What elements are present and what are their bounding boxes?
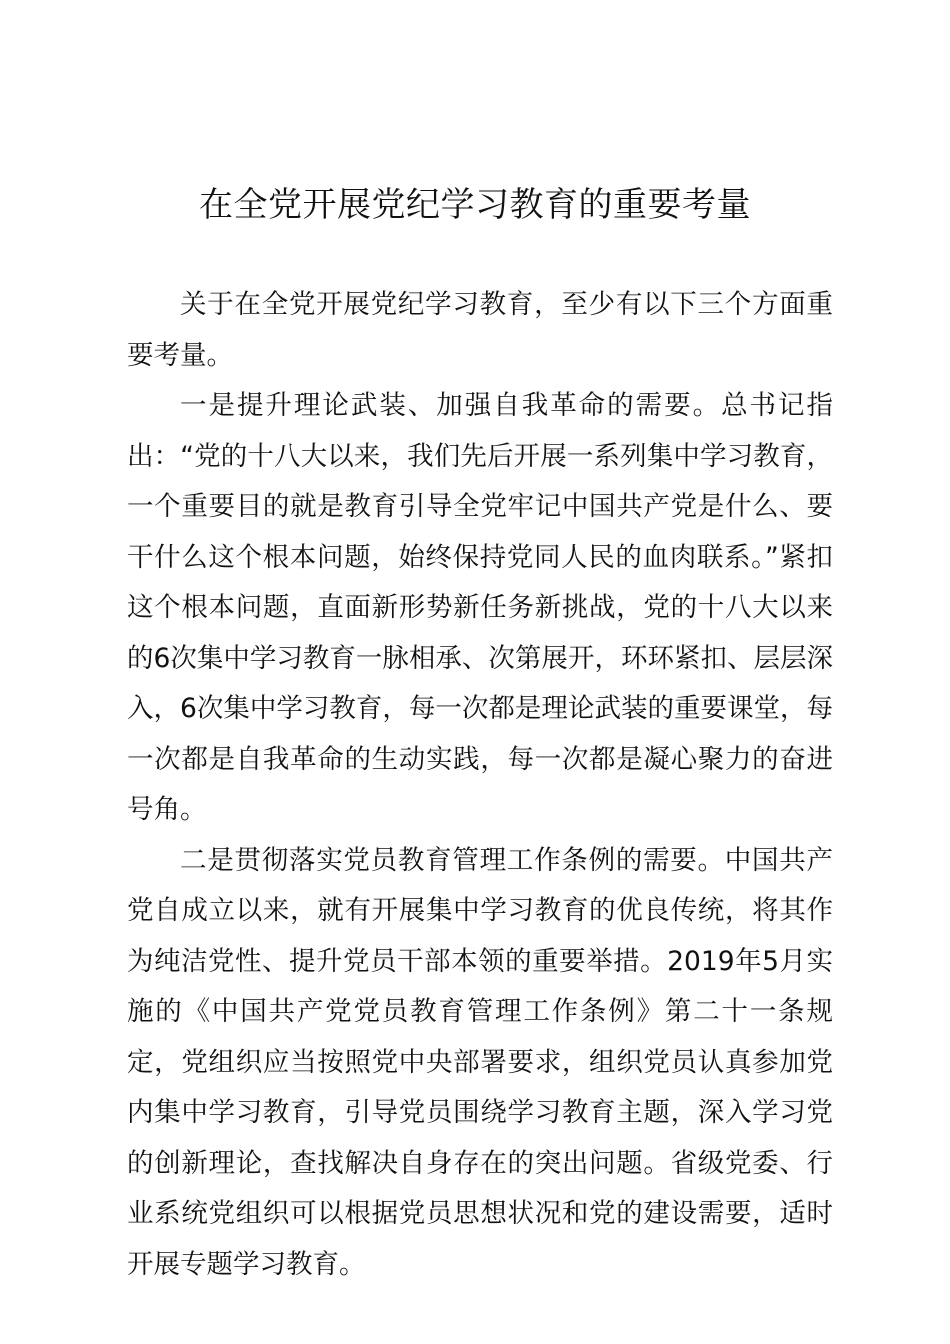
document-title: 在全党开展党纪学习教育的重要考量 bbox=[199, 185, 751, 225]
paragraph-intro: 关于在全党开展党纪学习教育，至少有以下三个方面重要考量。 bbox=[127, 289, 833, 371]
document-body bbox=[127, 280, 833, 1290]
paragraph-point-one: 一是提升理论武装、加强自我革命的需要。总书记指出：“党的十八大以来，我们先后开展一系列集中学习教育，一个重要目的就是教育引导全党牢记中国共产党是什么、要干什么这个根本问题，始终保持党同人民的血肉联系。”紧扣这个根本问题，直面新形势新任务新挑战，党的十八大以来的6次集中学习教育一脉相承、次第展开，环环紧扣、层层深入，6次集中学习教育，每一次都是理论武装的重要课堂，每一次都是自我革命的生动实践，每一次都是凝心聚力的奋进号角。 bbox=[127, 390, 833, 825]
paragraph-point-two: 二是贯彻落实党员教育管理工作条例的需要。中国共产党自成立以来，就有开展集中学习教育的优良传统，将其作为纯洁党性、提升党员干部本领的重要举措。2019年5月实施的《中国共产党党员教育管理工作条例》第二十一条规定，党组织应当按照党中央部署要求，组织党员认真参加党内集中学习教育，引导党员围绕学习教育主题，深入学习党的创新理论，查找解决自身存在的突出问题。省级党委、行业系统党组织可以根据党员思想状况和党的建设需要，适时开展专题学习教育。 bbox=[127, 844, 833, 1280]
